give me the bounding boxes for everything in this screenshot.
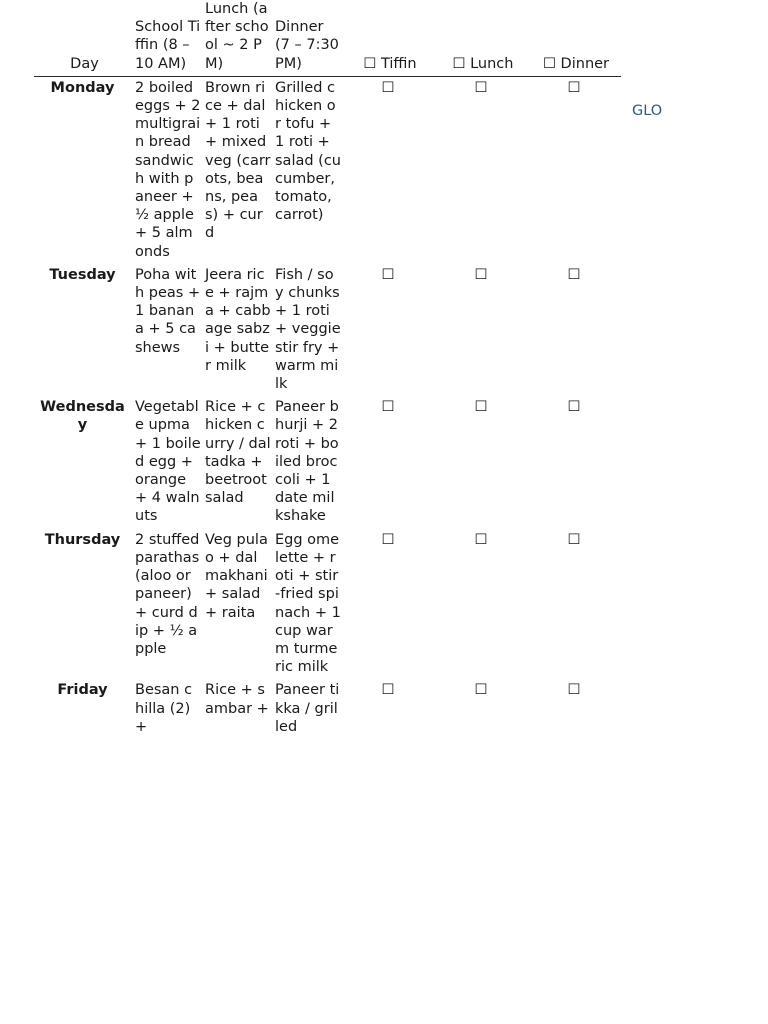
- day-cell: Friday: [57, 682, 108, 699]
- day-cell: Wednesday: [40, 399, 125, 434]
- table-body: [34, 76, 621, 739]
- header-row: [34, 0, 621, 76]
- lunch-cell: Jeera rice + rajma + cabbage sabzi + butter milk: [205, 266, 271, 374]
- tiffin-cell: Poha with peas + 1 banana + 5 cashews: [135, 266, 201, 356]
- table-row: [34, 396, 621, 528]
- day-cell: Tuesday: [49, 266, 116, 283]
- tiffin-cell: 2 boiled eggs + 2 multigrain bread sandwich with paneer + ½ apple + 5 almonds: [135, 79, 201, 260]
- lunch-checkbox[interactable]: ☐: [474, 682, 488, 699]
- table-row: [34, 76, 621, 264]
- tiffin-checkbox[interactable]: ☐: [381, 266, 395, 283]
- header-school-tiffin: School Tiffin (8 – 10 AM): [131, 0, 201, 76]
- meal-plan-table: [34, 0, 621, 739]
- side-label: GLO: [632, 103, 663, 119]
- dinner-cell: Egg omelette + roti + stir-fried spinach + 1 cup warm turmeric milk: [275, 531, 341, 676]
- lunch-checkbox[interactable]: ☐: [474, 399, 488, 416]
- tiffin-checkbox[interactable]: ☐: [381, 531, 395, 548]
- header-dinner: Dinner (7 – 7:30 PM): [271, 0, 341, 76]
- lunch-cell: Rice + sambar +: [205, 682, 269, 717]
- header-lunch: Lunch (after school ~ 2 PM): [201, 0, 271, 76]
- tiffin-cell: 2 stuffed parathas (aloo or paneer) + curd dip + ½ apple: [135, 531, 200, 657]
- lunch-cell: Rice + chicken curry / dal tadka + beetroot salad: [205, 399, 271, 507]
- lunch-checkbox[interactable]: ☐: [474, 79, 488, 96]
- dinner-cell: Fish / soy chunks + 1 roti + veggie stir fry + warm milk: [275, 266, 341, 393]
- dinner-checkbox[interactable]: ☐: [567, 266, 581, 283]
- header-check-lunch: ☐ Lunch: [435, 0, 527, 76]
- header-check-dinner: ☐ Dinner: [527, 0, 621, 76]
- dinner-cell: Paneer bhurji + 2 roti + boiled broccoli + 1 date milkshake: [275, 399, 339, 525]
- tiffin-cell: Vegetable upma + 1 boiled egg + orange + 4 walnuts: [135, 399, 201, 525]
- tiffin-cell: Besan chilla (2) +: [135, 682, 193, 735]
- tiffin-checkbox[interactable]: ☐: [381, 399, 395, 416]
- table-row: [34, 264, 621, 396]
- dinner-checkbox[interactable]: ☐: [567, 399, 581, 416]
- dinner-checkbox[interactable]: ☐: [567, 79, 581, 96]
- tiffin-checkbox[interactable]: ☐: [381, 79, 395, 96]
- dinner-cell: Grilled chicken or tofu + 1 roti + salad (cucumber, tomato, carrot): [275, 79, 341, 224]
- table-row: [34, 529, 621, 680]
- lunch-cell: Veg pulao + dal makhani + salad + raita: [205, 531, 268, 621]
- lunch-cell: Brown rice + dal + 1 roti + mixed veg (carrots, beans, peas) + curd: [205, 79, 271, 242]
- header-day: Day: [34, 0, 131, 76]
- lunch-checkbox[interactable]: ☐: [474, 531, 488, 548]
- dinner-cell: Paneer tikka / grilled: [275, 682, 340, 735]
- table-row: [34, 679, 621, 739]
- dinner-checkbox[interactable]: ☐: [567, 682, 581, 699]
- header-check-tiffin: ☐ Tiffin: [341, 0, 435, 76]
- table-header: [34, 0, 621, 76]
- lunch-checkbox[interactable]: ☐: [474, 266, 488, 283]
- dinner-checkbox[interactable]: ☐: [567, 531, 581, 548]
- tiffin-checkbox[interactable]: ☐: [381, 682, 395, 699]
- day-cell: Thursday: [44, 531, 121, 548]
- day-cell: Monday: [50, 79, 115, 96]
